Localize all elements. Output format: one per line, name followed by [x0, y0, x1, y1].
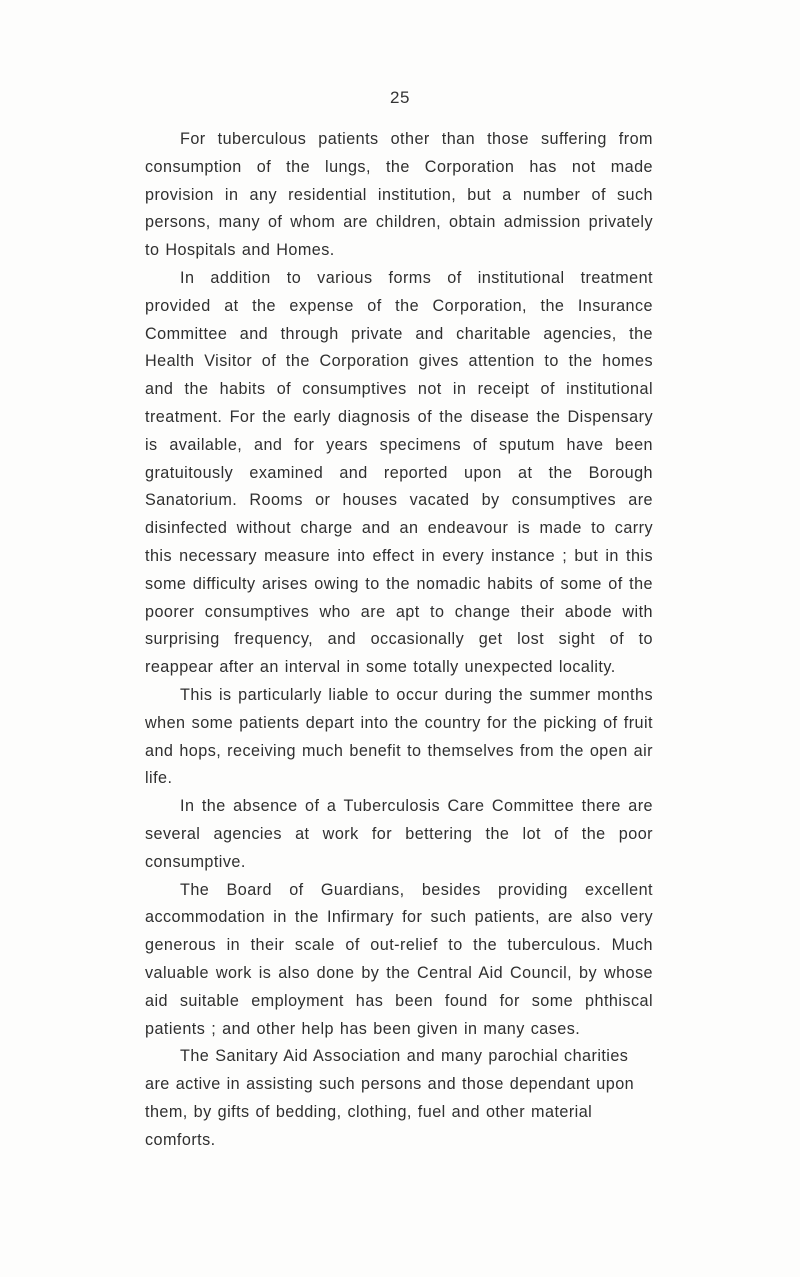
body-text — [145, 126, 653, 1154]
paragraph-board-of-guardians: The Board of Guardians, besides providing excellent accommodation in the Infirmary for such patients, are also very generous in their scale of out-relief to the tuberculous. Much valuable work is also done by the Central Aid Council, by whose aid suitable employment has been found for some phthiscal patients ; and other help has been given in many cases. — [145, 880, 653, 1038]
paragraph-sanitary-aid: The Sanitary Aid Association and many parochial charities are active in assisting such persons and those dependant upon them, by gifts of bedding, clothing, fuel and other material comforts. — [145, 1047, 635, 1149]
paragraph-summer-months: This is particularly liable to occur during the summer months when some patients depart into the country for the picking of fruit and hops, receiving much benefit to themselves from the open air life. — [145, 685, 653, 788]
paragraph-institutional-treatment: In addition to various forms of institutional treatment provided at the expense of the Corporation, the Insurance Committee and through private and charitable agencies, the Health Visitor of the Corporation gives attention to the homes and the habits of consumptives not in receipt of institutional treatment. For the early diagnosis of the disease the Dispensary is available, and for years specimens of sputum have been gratuitously examined and reported upon at the Borough Sanatorium. Rooms or houses vacated by consumptives are disinfected without charge and an endeavour is made to carry this necessary measure into effect in every instance ; but in this some difficulty arises owing to the nomadic habits of some of the poorer consumptives who are apt to change their abode with surprising frequency, and occasionally get lost sight of to reappear after an interval in some totally unexpected locality. — [145, 268, 653, 677]
page-number: 25 — [390, 88, 410, 107]
paragraph-care-committee: In the absence of a Tuberculosis Care Committee there are several agencies at work for bettering the lot of the poor consumptive. — [145, 797, 653, 871]
paragraph-other-tuberculous-patients: For tuberculous patients other than those suffering from consumption of the lungs, the Corporation has not made provision in any residential institution, but a number of such persons, many of whom are children, obtain admission privately to Hospitals and Homes. — [145, 130, 653, 260]
